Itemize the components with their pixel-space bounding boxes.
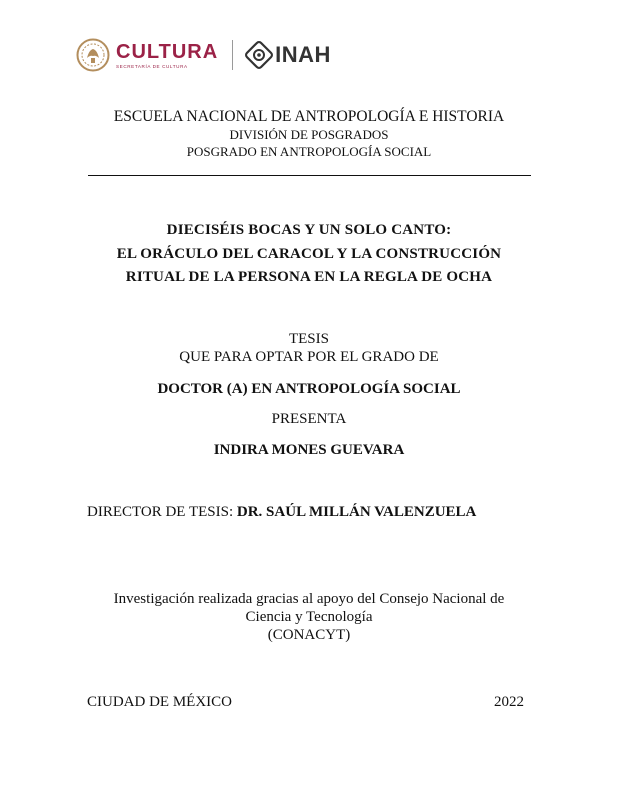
cultura-logo-text: CULTURA	[116, 40, 219, 63]
inah-emblem-icon	[245, 41, 273, 69]
funding-line-2: Ciencia y Tecnología	[245, 609, 373, 625]
degree-name: DOCTOR (A) EN ANTROPOLOGÍA SOCIAL	[157, 381, 461, 397]
thesis-title-line-1: DIECISÉIS BOCAS Y UN SOLO CANTO:	[166, 222, 452, 238]
degree-purpose: QUE PARA OPTAR POR EL GRADO DE	[179, 349, 439, 365]
director-name: DR. SAÚL MILLÁN VALENZUELA	[236, 504, 477, 520]
mexico-seal-icon	[76, 38, 110, 72]
director-label: DIRECTOR DE TESIS:	[87, 504, 237, 520]
header-divider	[88, 175, 531, 176]
institution-name: ESCUELA NACIONAL DE ANTROPOLOGÍA E HISTORIA	[113, 108, 505, 125]
cultura-logo-subtitle: SECRETARÍA DE CULTURA	[116, 63, 188, 69]
city: CIUDAD DE MÉXICO	[87, 694, 232, 710]
funding-line-1: Investigación realizada gracias al apoyo del Consejo Nacional de	[113, 591, 505, 607]
thesis-title-line-3: RITUAL DE LA PERSONA EN LA REGLA DE OCHA	[125, 269, 493, 285]
funding-line-3: (CONACYT)	[267, 627, 351, 643]
year: 2022	[494, 694, 524, 710]
inah-logo-text: INAH	[275, 42, 331, 67]
logo-divider	[232, 40, 233, 70]
program-name: POSGRADO EN ANTROPOLOGÍA SOCIAL	[186, 144, 432, 159]
director-line	[87, 504, 476, 521]
division-name: DIVISIÓN DE POSGRADOS	[229, 127, 389, 142]
presents-label: PRESENTA	[271, 411, 347, 427]
thesis-title-line-2: EL ORÁCULO DEL CARACOL Y LA CONSTRUCCIÓN	[116, 246, 502, 262]
author-name: INDIRA MONES GUEVARA	[213, 442, 405, 458]
header-logos	[76, 36, 331, 74]
document-type: TESIS	[288, 331, 329, 347]
